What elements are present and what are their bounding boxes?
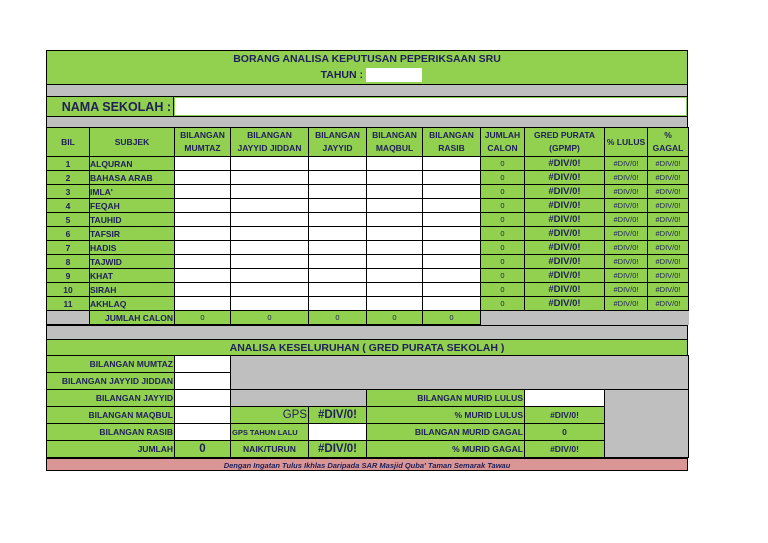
row-bil: 1 [47, 157, 90, 171]
row-mumtaz-input[interactable] [175, 199, 231, 213]
row-pct-gagal: #DIV/0! [648, 241, 689, 255]
analysis-title: ANALISA KESELURUHAN ( GRED PURATA SEKOLAH ) [46, 339, 688, 355]
row-jayyid-input[interactable] [309, 269, 367, 283]
analysis-gray-cell [231, 390, 367, 407]
row-jayyid-input[interactable] [309, 227, 367, 241]
row-rasib-input[interactable] [423, 157, 481, 171]
row-gpmp: #DIV/0! [525, 283, 605, 297]
analysis-gray-right [605, 390, 689, 458]
row-maqbul-input[interactable] [367, 171, 423, 185]
row-jumlah-calon: 0 [481, 297, 525, 311]
row-maqbul-input[interactable] [367, 241, 423, 255]
table-row [47, 255, 689, 269]
row-pct-lulus: #DIV/0! [605, 269, 648, 283]
header-gagal: % GAGAL [648, 128, 689, 157]
header-jayyid-jiddan: BILANGAN JAYYID JIDDAN [231, 128, 309, 157]
row-pct-gagal: #DIV/0! [648, 227, 689, 241]
row-maqbul-input[interactable] [367, 185, 423, 199]
row-pct-lulus: #DIV/0! [605, 227, 648, 241]
row-rasib-input[interactable] [423, 255, 481, 269]
row-gpmp: #DIV/0! [525, 213, 605, 227]
row-jumlah-calon: 0 [481, 213, 525, 227]
school-name-input[interactable] [175, 98, 686, 115]
total-rasib: 0 [423, 311, 481, 325]
row-rasib-input[interactable] [423, 283, 481, 297]
row-jumlah-calon: 0 [481, 185, 525, 199]
table-row [47, 171, 689, 185]
analysis-rasib-value[interactable] [175, 424, 231, 441]
row-jumlah-calon: 0 [481, 255, 525, 269]
murid-gagal-label: BILANGAN MURID GAGAL [367, 424, 525, 441]
row-gpmp: #DIV/0! [525, 297, 605, 311]
row-bil: 4 [47, 199, 90, 213]
row-bil: 11 [47, 297, 90, 311]
gps-tahun-lalu-label: GPS TAHUN LALU [231, 424, 309, 441]
row-subject-name: HADIS [90, 241, 175, 255]
analysis-table [46, 355, 689, 458]
table-row [47, 185, 689, 199]
row-bil: 2 [47, 171, 90, 185]
row-mumtaz-input[interactable] [175, 171, 231, 185]
row-gpmp: #DIV/0! [525, 199, 605, 213]
naik-turun-value: #DIV/0! [309, 441, 367, 458]
analysis-maqbul-label: BILANGAN MAQBUL [47, 407, 175, 424]
row-jayyid-jiddan-input[interactable] [231, 255, 309, 269]
row-jayyid-jiddan-input[interactable] [231, 199, 309, 213]
header-mumtaz: BILANGAN MUMTAZ [175, 128, 231, 157]
header-bil: BIL [47, 128, 90, 157]
row-rasib-input[interactable] [423, 269, 481, 283]
row-jayyid-jiddan-input[interactable] [231, 157, 309, 171]
row-mumtaz-input[interactable] [175, 213, 231, 227]
row-subject-name: FEQAH [90, 199, 175, 213]
row-gpmp: #DIV/0! [525, 171, 605, 185]
row-maqbul-input[interactable] [367, 297, 423, 311]
gps-value: #DIV/0! [309, 407, 367, 424]
row-maqbul-input[interactable] [367, 283, 423, 297]
row-pct-lulus: #DIV/0! [605, 241, 648, 255]
tahun-label: TAHUN : [320, 69, 363, 81]
row-gpmp: #DIV/0! [525, 185, 605, 199]
row-rasib-input[interactable] [423, 241, 481, 255]
analysis-jumlah-value: 0 [175, 441, 231, 458]
pct-lulus-value: #DIV/0! [525, 407, 605, 424]
row-rasib-input[interactable] [423, 297, 481, 311]
row-rasib-input[interactable] [423, 227, 481, 241]
row-jayyid-jiddan-input[interactable] [231, 171, 309, 185]
row-pct-lulus: #DIV/0! [605, 297, 648, 311]
row-pct-gagal: #DIV/0! [648, 213, 689, 227]
table-row [47, 269, 689, 283]
row-subject-name: BAHASA ARAB [90, 171, 175, 185]
analysis-maqbul-value[interactable] [175, 407, 231, 424]
analysis-jayyid-jiddan-label: BILANGAN JAYYID JIDDAN [47, 373, 175, 390]
row-bil: 8 [47, 255, 90, 269]
row-bil: 7 [47, 241, 90, 255]
row-jumlah-calon: 0 [481, 241, 525, 255]
row-rasib-input[interactable] [423, 171, 481, 185]
naik-turun-label: NAIK/TURUN [231, 441, 309, 458]
table-row [47, 297, 689, 311]
row-jayyid-input[interactable] [309, 185, 367, 199]
row-mumtaz-input[interactable] [175, 283, 231, 297]
row-gpmp: #DIV/0! [525, 157, 605, 171]
row-jayyid-input[interactable] [309, 297, 367, 311]
row-subject-name: SIRAH [90, 283, 175, 297]
row-pct-gagal: #DIV/0! [648, 269, 689, 283]
row-mumtaz-input[interactable] [175, 185, 231, 199]
table-row [47, 157, 689, 171]
row-pct-gagal: #DIV/0! [648, 171, 689, 185]
row-pct-lulus: #DIV/0! [605, 283, 648, 297]
gps-label: GPS [231, 407, 309, 424]
form-title: BORANG ANALISA KEPUTUSAN PEPERIKSAAN SRU [46, 50, 688, 67]
analysis-jayyid-label: BILANGAN JAYYID [47, 390, 175, 407]
total-maqbul: 0 [367, 311, 423, 325]
header-jayyid: BILANGAN JAYYID [309, 128, 367, 157]
total-row-spacer [47, 311, 90, 325]
separator [46, 84, 688, 96]
table-row [47, 227, 689, 241]
row-jayyid-input[interactable] [309, 283, 367, 297]
row-rasib-input[interactable] [423, 185, 481, 199]
row-pct-gagal: #DIV/0! [648, 283, 689, 297]
row-pct-lulus: #DIV/0! [605, 185, 648, 199]
row-gpmp: #DIV/0! [525, 255, 605, 269]
total-row-filler [481, 311, 689, 325]
analysis-jayyid-jiddan-value[interactable] [175, 373, 231, 390]
row-maqbul-input[interactable] [367, 213, 423, 227]
row-gpmp: #DIV/0! [525, 241, 605, 255]
header-maqbul: BILANGAN MAQBUL [367, 128, 423, 157]
row-jumlah-calon: 0 [481, 269, 525, 283]
row-pct-lulus: #DIV/0! [605, 199, 648, 213]
row-pct-gagal: #DIV/0! [648, 185, 689, 199]
row-subject-name: AKHLAQ [90, 297, 175, 311]
row-bil: 9 [47, 269, 90, 283]
footer-note: Dengan Ingatan Tulus Ikhlas Daripada SAR Masjid Quba' Taman Semarak Tawau [46, 458, 688, 471]
row-pct-lulus: #DIV/0! [605, 213, 648, 227]
pct-gagal-label: % MURID GAGAL [367, 441, 525, 458]
row-rasib-input[interactable] [423, 199, 481, 213]
tahun-row [46, 67, 688, 84]
row-jumlah-calon: 0 [481, 227, 525, 241]
row-jayyid-jiddan-input[interactable] [231, 297, 309, 311]
pct-gagal-value: #DIV/0! [525, 441, 605, 458]
row-bil: 6 [47, 227, 90, 241]
row-jayyid-input[interactable] [309, 241, 367, 255]
row-maqbul-input[interactable] [367, 255, 423, 269]
row-jayyid-jiddan-input[interactable] [231, 283, 309, 297]
analysis-gray-block [231, 356, 689, 390]
row-mumtaz-input[interactable] [175, 227, 231, 241]
row-bil: 5 [47, 213, 90, 227]
analysis-rasib-label: BILANGAN RASIB [47, 424, 175, 441]
row-subject-name: TAFSIR [90, 227, 175, 241]
row-subject-name: TAJWID [90, 255, 175, 269]
header-jumlah-calon: JUMLAH CALON [481, 128, 525, 157]
row-gpmp: #DIV/0! [525, 269, 605, 283]
row-subject-name: ALQURAN [90, 157, 175, 171]
murid-lulus-label: BILANGAN MURID LULUS [367, 390, 525, 407]
table-row [47, 241, 689, 255]
analysis-mumtaz-value[interactable] [175, 356, 231, 373]
exam-analysis-sheet [46, 50, 688, 471]
subject-results-table [46, 127, 689, 325]
row-mumtaz-input[interactable] [175, 255, 231, 269]
total-jayyid: 0 [309, 311, 367, 325]
row-jayyid-input[interactable] [309, 213, 367, 227]
row-mumtaz-input[interactable] [175, 269, 231, 283]
row-pct-gagal: #DIV/0! [648, 297, 689, 311]
row-maqbul-input[interactable] [367, 157, 423, 171]
row-pct-gagal: #DIV/0! [648, 157, 689, 171]
row-maqbul-input[interactable] [367, 199, 423, 213]
analysis-jayyid-value[interactable] [175, 390, 231, 407]
row-jayyid-input[interactable] [309, 157, 367, 171]
total-jayyid-jiddan: 0 [231, 311, 309, 325]
row-jumlah-calon: 0 [481, 199, 525, 213]
murid-lulus-value[interactable] [525, 390, 605, 407]
tahun-input[interactable] [366, 68, 422, 82]
row-jayyid-jiddan-input[interactable] [231, 227, 309, 241]
separator [46, 325, 688, 339]
pct-lulus-label: % MURID LULUS [367, 407, 525, 424]
row-jumlah-calon: 0 [481, 171, 525, 185]
school-label: NAMA SEKOLAH : [47, 97, 174, 117]
row-maqbul-input[interactable] [367, 227, 423, 241]
row-jumlah-calon: 0 [481, 283, 525, 297]
gps-tahun-lalu-value[interactable] [309, 424, 367, 441]
total-mumtaz: 0 [175, 311, 231, 325]
header-subjek: SUBJEK [90, 128, 175, 157]
header-lulus: % LULUS [605, 128, 648, 157]
row-jayyid-input[interactable] [309, 255, 367, 269]
row-jayyid-jiddan-input[interactable] [231, 213, 309, 227]
row-subject-name: IMLA' [90, 185, 175, 199]
analysis-mumtaz-label: BILANGAN MUMTAZ [47, 356, 175, 373]
row-subject-name: KHAT [90, 269, 175, 283]
row-mumtaz-input[interactable] [175, 241, 231, 255]
table-row [47, 199, 689, 213]
row-jayyid-jiddan-input[interactable] [231, 185, 309, 199]
row-gpmp: #DIV/0! [525, 227, 605, 241]
header-rasib: BILANGAN RASIB [423, 128, 481, 157]
row-bil: 10 [47, 283, 90, 297]
row-rasib-input[interactable] [423, 213, 481, 227]
table-row [47, 283, 689, 297]
header-gred-purata: GRED PURATA (GPMP) [525, 128, 605, 157]
jumlah-calon-label: JUMLAH CALON [90, 311, 175, 325]
row-mumtaz-input[interactable] [175, 297, 231, 311]
row-jayyid-input[interactable] [309, 199, 367, 213]
row-jumlah-calon: 0 [481, 157, 525, 171]
row-jayyid-input[interactable] [309, 171, 367, 185]
row-maqbul-input[interactable] [367, 269, 423, 283]
row-jayyid-jiddan-input[interactable] [231, 269, 309, 283]
school-row [46, 96, 688, 116]
row-bil: 3 [47, 185, 90, 199]
separator [46, 116, 688, 127]
row-mumtaz-input[interactable] [175, 157, 231, 171]
analysis-jumlah-label: JUMLAH [47, 441, 175, 458]
row-pct-lulus: #DIV/0! [605, 171, 648, 185]
row-jayyid-jiddan-input[interactable] [231, 241, 309, 255]
row-pct-gagal: #DIV/0! [648, 199, 689, 213]
row-pct-lulus: #DIV/0! [605, 157, 648, 171]
table-row [47, 213, 689, 227]
murid-gagal-value: 0 [525, 424, 605, 441]
row-pct-lulus: #DIV/0! [605, 255, 648, 269]
row-pct-gagal: #DIV/0! [648, 255, 689, 269]
row-subject-name: TAUHID [90, 213, 175, 227]
